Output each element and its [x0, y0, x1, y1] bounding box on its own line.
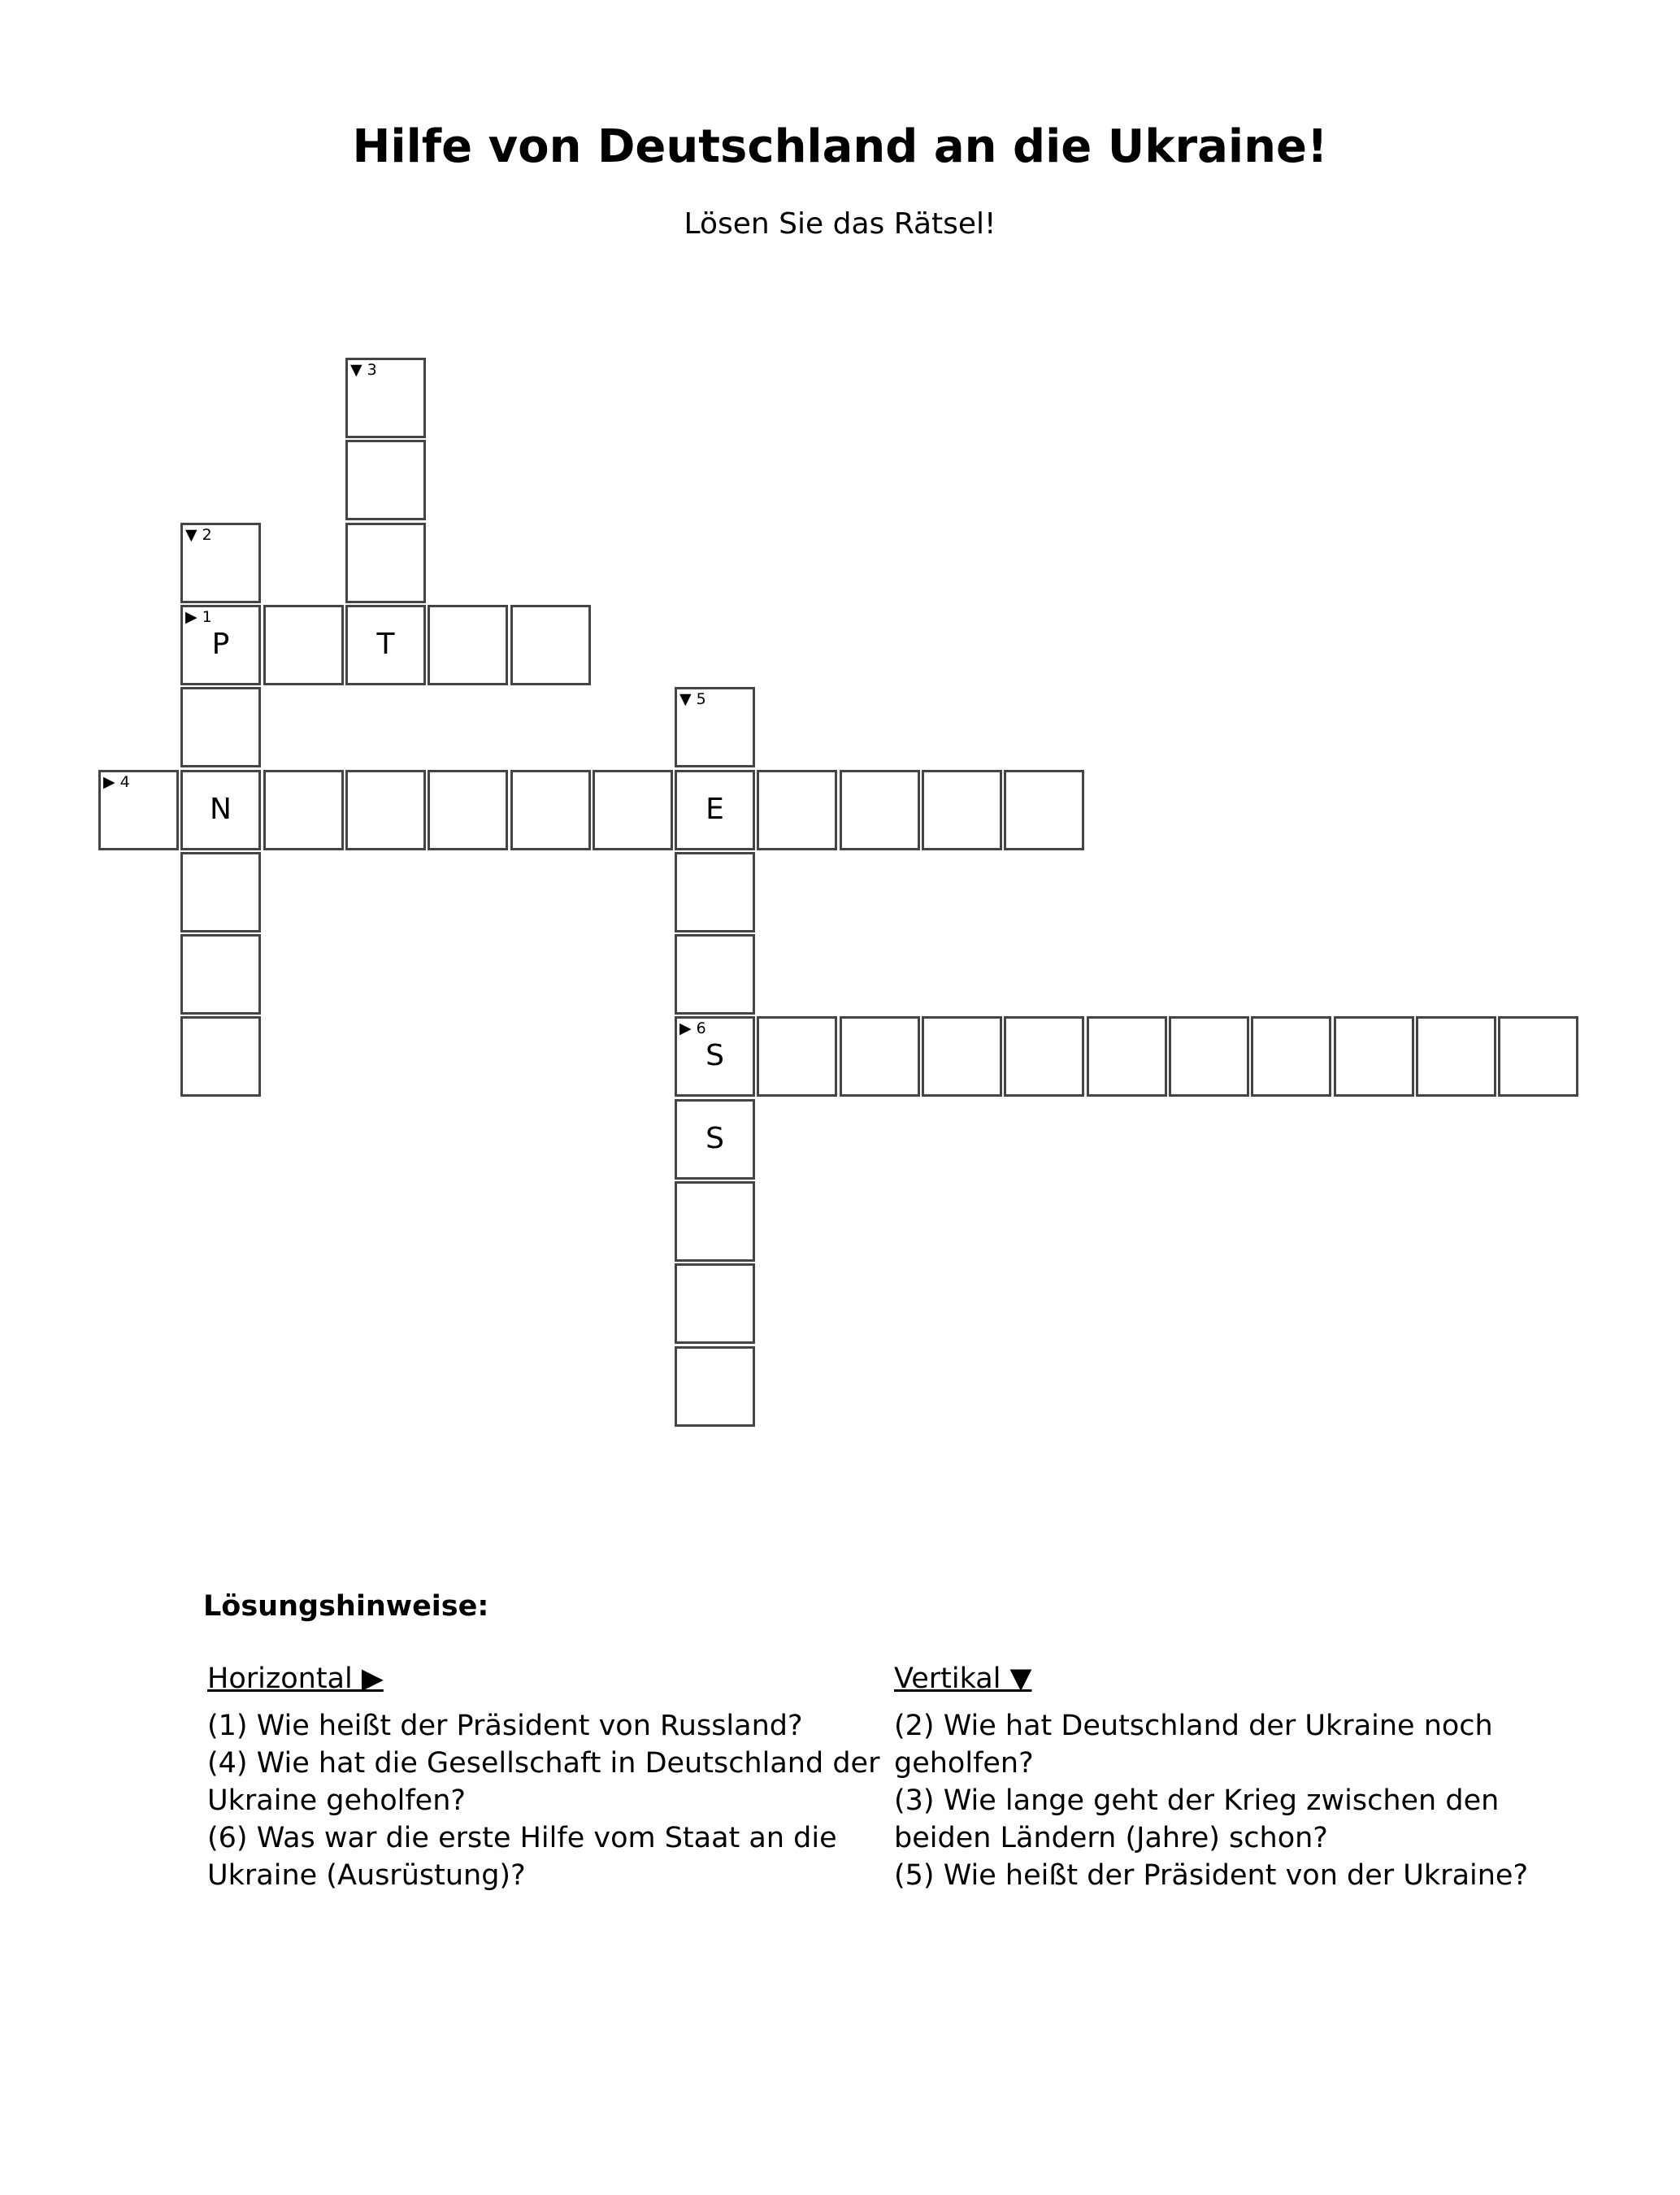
grid-cell[interactable]	[675, 1181, 755, 1262]
grid-cell[interactable]	[180, 605, 261, 685]
grid-cell[interactable]	[922, 1016, 1002, 1097]
horizontal-heading: Horizontal ▶	[207, 1663, 384, 1695]
grid-cell[interactable]	[922, 770, 1002, 850]
grid-cell[interactable]	[675, 934, 755, 1015]
grid-cell[interactable]	[593, 770, 673, 850]
grid-cell[interactable]	[345, 770, 426, 850]
grid-cell[interactable]	[675, 1016, 755, 1097]
grid-cell[interactable]	[675, 852, 755, 932]
clue-number-marker: ▼ 2	[185, 526, 212, 544]
grid-cell[interactable]	[1416, 1016, 1496, 1097]
grid-cell[interactable]	[180, 852, 261, 932]
grid-cell[interactable]	[757, 770, 837, 850]
cell-letter: E	[705, 793, 724, 826]
grid-cell[interactable]	[180, 1016, 261, 1097]
clue-number-marker: ▶ 6	[679, 1019, 706, 1037]
cell-letter: N	[210, 793, 232, 826]
hints-heading: Lösungshinweise:	[203, 1590, 489, 1623]
grid-cell[interactable]	[1004, 770, 1084, 850]
grid-cell[interactable]	[510, 770, 591, 850]
grid-cell[interactable]	[345, 440, 426, 520]
grid-cell[interactable]	[675, 687, 755, 767]
grid-cell[interactable]	[180, 523, 261, 603]
clue-down-5: (5) Wie heißt der Präsident von der Ukraine?	[894, 1859, 1529, 1892]
clue-across-4: (4) Wie hat die Gesellschaft in Deutschland der Ukraine geholfen?	[207, 1747, 880, 1817]
grid-cell[interactable]	[675, 1263, 755, 1344]
cell-letter: P	[211, 628, 230, 661]
vertical-clues	[894, 1660, 1544, 1894]
clue-across-1: (1) Wie heißt der Präsident von Russland?	[207, 1710, 803, 1742]
grid-cell[interactable]	[1004, 1016, 1084, 1097]
grid-cell[interactable]	[180, 770, 261, 850]
grid-cell[interactable]	[345, 523, 426, 603]
grid-cell[interactable]	[675, 1099, 755, 1180]
clue-number-marker: ▶ 1	[185, 608, 212, 626]
horizontal-clues	[207, 1660, 882, 1894]
grid-cell[interactable]	[1498, 1016, 1578, 1097]
grid-cell[interactable]	[1087, 1016, 1167, 1097]
grid-cell[interactable]	[98, 770, 179, 850]
grid-cell[interactable]	[263, 770, 344, 850]
clue-down-2: (2) Wie hat Deutschland der Ukraine noch geholfen?	[894, 1710, 1493, 1780]
grid-cell[interactable]	[428, 770, 508, 850]
grid-cell[interactable]	[180, 687, 261, 767]
grid-cell[interactable]	[757, 1016, 837, 1097]
clue-number-marker: ▶ 4	[103, 773, 130, 791]
page-title: Hilfe von Deutschland an die Ukraine!	[352, 120, 1328, 173]
grid-cell[interactable]	[840, 770, 920, 850]
grid-cell[interactable]	[675, 1346, 755, 1427]
grid-cell[interactable]	[1334, 1016, 1414, 1097]
cell-letter: S	[705, 1122, 724, 1155]
grid-cell[interactable]	[1251, 1016, 1331, 1097]
grid-cell[interactable]	[345, 358, 426, 438]
grid-cell[interactable]	[675, 770, 755, 850]
grid-cell[interactable]	[840, 1016, 920, 1097]
cell-letter: T	[376, 628, 395, 661]
grid-cell[interactable]	[345, 605, 426, 685]
clue-across-6: (6) Was war die erste Hilfe vom Staat an die Ukraine (Ausrüstung)?	[207, 1822, 837, 1892]
grid-cell[interactable]	[510, 605, 591, 685]
grid-cell[interactable]	[180, 934, 261, 1015]
clue-down-3: (3) Wie lange geht der Krieg zwischen den beiden Ländern (Jahre) schon?	[894, 1784, 1500, 1854]
grid-cell[interactable]	[428, 605, 508, 685]
page-subtitle: Lösen Sie das Rätsel!	[684, 207, 996, 241]
clue-number-marker: ▼ 3	[350, 361, 377, 379]
clue-number-marker: ▼ 5	[679, 690, 706, 708]
vertical-heading: Vertikal ▼	[894, 1663, 1032, 1695]
grid-cell[interactable]	[263, 605, 344, 685]
grid-cell[interactable]	[1169, 1016, 1249, 1097]
cell-letter: S	[705, 1039, 724, 1072]
